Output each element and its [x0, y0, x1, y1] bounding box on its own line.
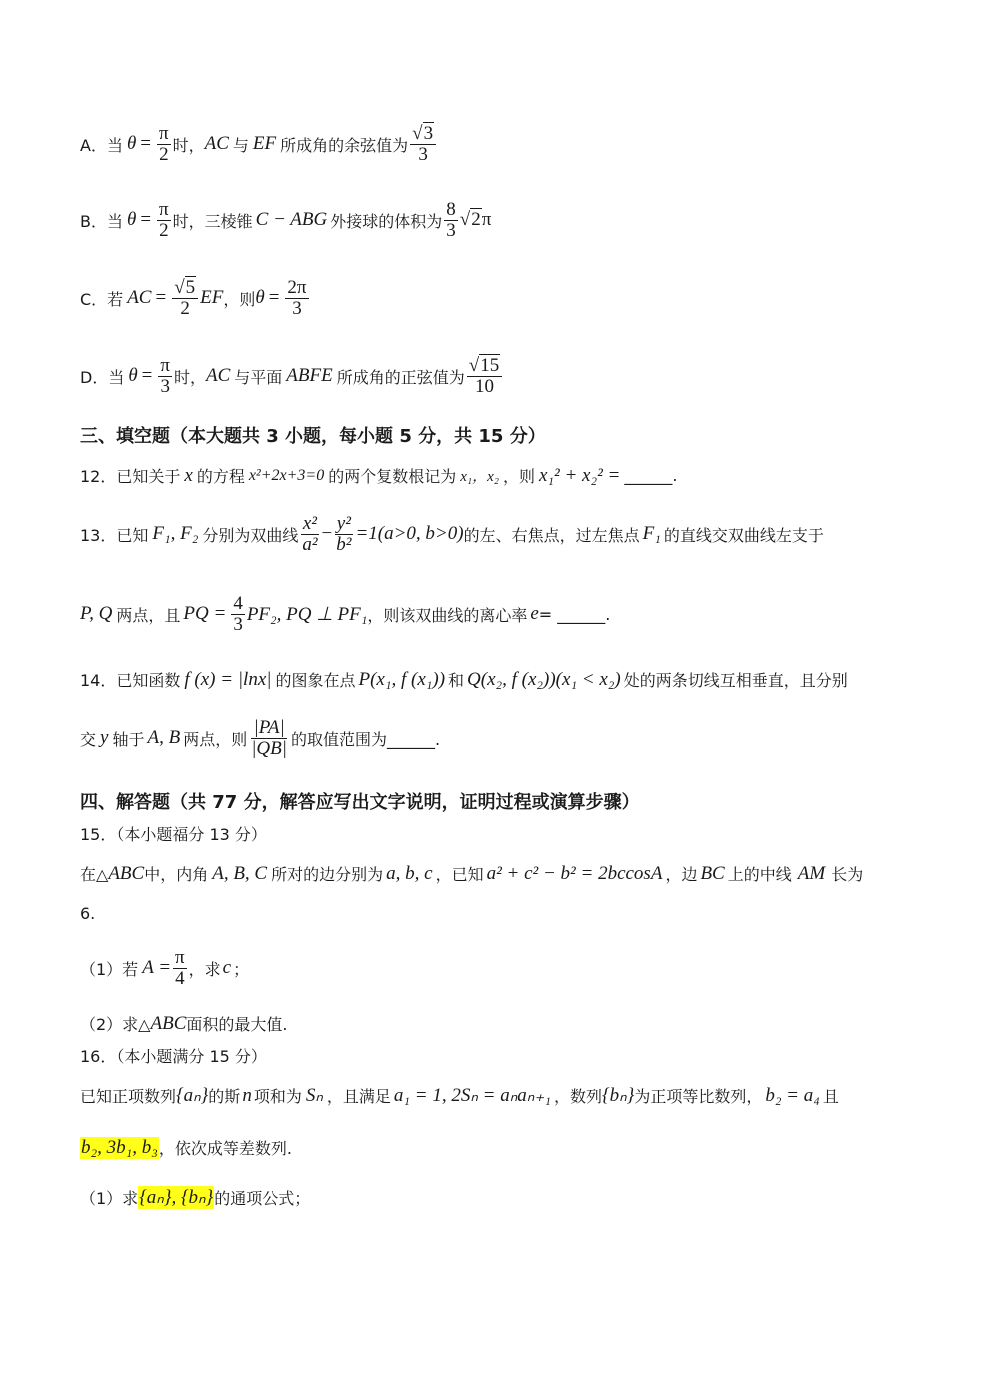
question-16-cont: b₂, 3b₁, b₃ ，依次成等差数列.	[81, 1136, 292, 1158]
question-15-header: 15．（本小题福分 13 分）	[80, 825, 267, 844]
highlighted-sequences: {aₙ}, {bₙ}	[139, 1187, 214, 1208]
question-14-cont: 交 y 轴于 A, B 两点，则 $\frac{|PA|}{|QB|}$ 的取值范围为______.	[80, 717, 441, 759]
question-15-cont: 6.	[80, 904, 96, 923]
option-a: A．当 θ = $\frac{\pi}{2}$ 时， AC 与 EF 所成角的余弦值为 $\frac{√3}{3}$	[80, 124, 438, 165]
highlighted-sequence: b₂, 3b₁, b₃	[81, 1136, 158, 1158]
question-13: 13．已知 F₁, F₂ 分别为双曲线 $\frac{\text{x²}}{\text{a²}}$ − $\frac{\text{y²}}{\text{b²}}$ =1(a>0, b>0) 的左、右焦点，过左焦点 F₁ 的直线交双曲线左支于	[80, 513, 824, 555]
question-15-part1: （1）若 A = $\frac{\pi}{4}$ ，求 c ；	[80, 947, 250, 989]
fraction: $\frac{\text{x²}}{\text{a²}}$	[302, 513, 318, 555]
section-3-heading: 三、填空题（本大题共 3 小题，每小题 5 分，共 15 分）	[80, 426, 546, 447]
question-16-header: 16．（本小题满分 15 分）	[80, 1047, 267, 1066]
fraction: $\frac{\pi}{4}$	[175, 947, 185, 989]
fraction: $\frac{√15}{10}$	[467, 356, 502, 397]
fraction: $\frac{√5}{2}$	[172, 278, 198, 319]
fraction: $\frac{|PA|}{|QB|}$	[251, 717, 287, 759]
fraction: $\frac{\pi}{2}$	[159, 199, 169, 241]
fraction: $\frac{8}{3}$	[446, 199, 456, 241]
fraction: $\frac{4}{3}$	[233, 593, 243, 635]
option-d: D．当 θ = $\frac{\pi}{3}$ 时， AC 与平面 ABFE 所成角的正弦值为 $\frac{√15}{10}$	[80, 356, 504, 397]
question-15-part2: （2）求△ ABC 面积的最大值.	[80, 1012, 288, 1034]
fraction: $\frac{\text{y²}}{\text{b²}}$	[336, 513, 352, 555]
fraction: $\frac{√3}{3}$	[410, 124, 436, 165]
fraction: $\frac{2\pi}{3}$	[287, 277, 307, 319]
question-15: 在△ ABC 中，内角 A, B, C 所对的边分别为 a, b, c ，已知 a² + c² − b² = 2bccosA ，边 BC 上的中线 AM 长为	[80, 862, 864, 884]
question-16: 已知正项数列 {aₙ} 的斯 n 项和为 Sₙ ，且满足 a₁ = 1, 2Sₙ = aₙaₙ₊₁ ，数列 {bₙ} 为正项等比数列， b₂ = a₄ 且	[80, 1084, 839, 1106]
question-12: 12．已知关于 x 的方程 x²+2x+3=0 的两个复数根记为 x₁，x₂ ，则 x₁² + x₂² = ______.	[80, 464, 678, 486]
fraction: $\frac{\pi}{2}$	[159, 123, 169, 165]
question-16-part1: （1）求 {aₙ}, {bₙ} 的通项公式；	[80, 1187, 311, 1208]
question-13-cont: P, Q 两点，且 PQ = $\frac{4}{3}$ PF₂, PQ ⊥ PF₁ ，则该双曲线的离心率 e = ______.	[80, 593, 611, 635]
option-b: B．当 θ = $\frac{\pi}{2}$ 时，三棱锥 C − ABG 外接球的体积为 $\frac{8}{3}$ √2 π	[80, 199, 492, 241]
section-4-heading: 四、解答题（共 77 分，解答应写出文字说明，证明过程或演算步骤）	[80, 792, 640, 813]
option-c: C．若 AC = $\frac{√5}{2}$ EF ，则 θ = $\frac{2\pi}{3}$	[80, 277, 307, 319]
question-14: 14．已知函数 f (x) = |lnx| 的图象在点 P(x₁, f (x₁)) 和 Q(x₂, f (x₂))(x₁ < x₂) 处的两条切线互相垂直，且分别	[80, 668, 848, 690]
fraction: $\frac{\pi}{3}$	[160, 355, 170, 397]
